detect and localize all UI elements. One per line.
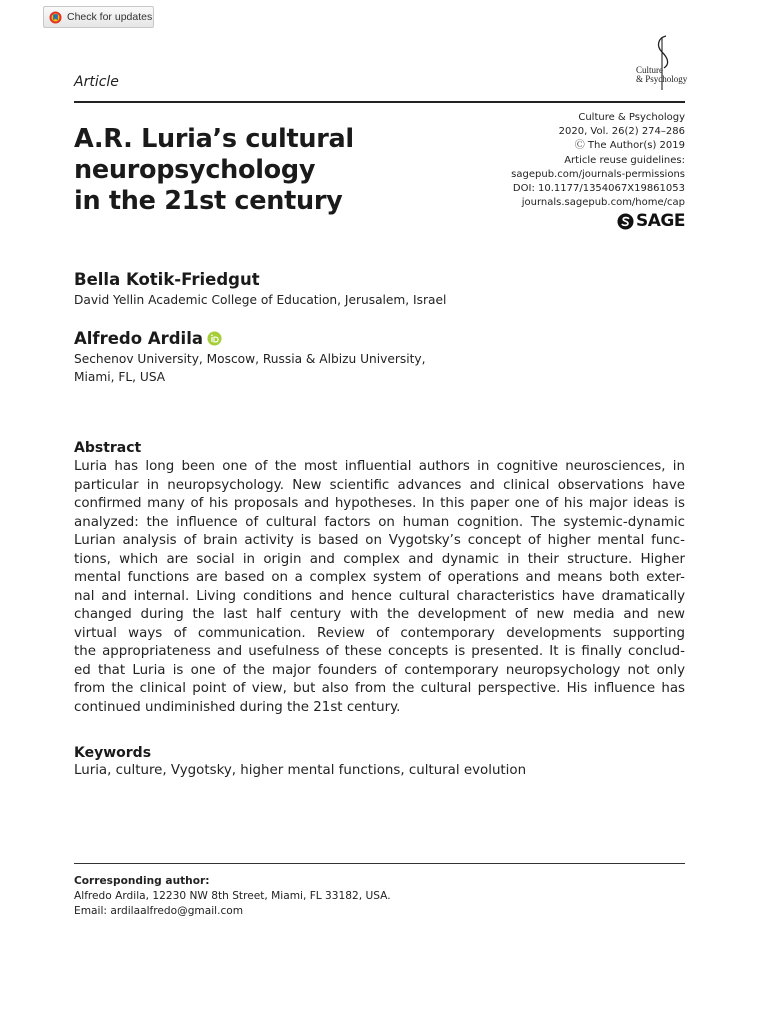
abstract-line: virtual ways of communication. Review of contemporary developments supporting (74, 625, 685, 641)
abstract-line: Luria has long been one of the most influential authors in cognitive neurosciences, in (74, 459, 685, 474)
journal-name: Culture & Psychology (578, 112, 685, 123)
keywords-list: Luria, culture, Vygotsky, higher mental functions, cultural evolution (74, 763, 527, 778)
check-for-updates-button[interactable] (43, 6, 154, 28)
header-rule (74, 101, 685, 103)
author-name-text: Bella Kotik-Friedgut (74, 270, 260, 289)
copyright-info: Ⓒ The Author(s) 2019 (574, 140, 685, 152)
abstract-line: Lurian analysis of brain activity is based on Vygotsky’s concept of higher mental func- (74, 533, 685, 548)
keywords-heading: Keywords (74, 745, 152, 761)
abstract-line: changed during the last half century with the development of new media and new (74, 607, 685, 622)
footer-rule (74, 863, 685, 864)
title-line: A.R. Luria’s cultural (74, 124, 354, 154)
author-name (74, 270, 260, 289)
journal-logo-line2: & Psychology (636, 74, 688, 84)
journal-home-link[interactable]: journals.sagepub.com/home/cap (521, 197, 685, 209)
author-name (74, 329, 222, 348)
abstract-line: from the clinical point of view, but also from the cultural perspective. His influence has (74, 681, 685, 696)
abstract-line: the appropriateness and usefulness of these concepts is presented. It is finally conclud- (74, 644, 685, 659)
corresponding-author-address: Alfredo Ardila, 12230 NW 8th Street, Miami, FL 33182, USA. (74, 890, 391, 902)
reuse-link[interactable]: sagepub.com/journals-permissions (511, 168, 685, 180)
affiliation-line: Miami, FL, USA (74, 369, 166, 384)
publisher-logo (617, 211, 685, 231)
journal-logo-line1: Culture (636, 65, 663, 75)
publisher-logo-text: SAGE (636, 211, 685, 231)
check-for-updates-label: Check for updates (67, 11, 153, 23)
doi-link[interactable]: DOI: 10.1177/1354067X19861053 (512, 183, 685, 195)
volume-info: 2020, Vol. 26(2) 274–286 (558, 126, 685, 138)
article-type-label: Article (74, 74, 119, 90)
author-name-text: Alfredo Ardila (74, 329, 203, 348)
corresponding-author-block (74, 874, 391, 919)
abstract-line: confirmed many of his proposals and hypotheses. In this paper one of his major ideas is (74, 496, 685, 511)
abstract-line: particular in neuropsychology. New scientific advances and clinical observations have (74, 477, 685, 493)
article-title (74, 124, 404, 217)
reuse-label: Article reuse guidelines: (564, 154, 685, 166)
sage-s-icon (617, 213, 634, 230)
abstract-line: continued undiminished during the 21st century. (74, 699, 401, 715)
title-line: in the 21st century (74, 186, 343, 216)
abstract-heading: Abstract (74, 440, 142, 456)
abstract-line: tions, which are social in origin and complex and dynamic in their structure. Higher (74, 551, 685, 567)
publication-info (511, 111, 685, 210)
corresponding-author-heading: Corresponding author: (74, 875, 210, 887)
affiliation-line: Sechenov University, Moscow, Russia & Albizu University, (74, 352, 426, 366)
author-affiliation (74, 292, 494, 310)
abstract-line: mental functions are based on a complex system of operations and means both exter- (74, 570, 685, 585)
orcid-icon[interactable] (207, 331, 222, 346)
abstract-line: ed that Luria is one of the major founders of contemporary neuropsychology not only (74, 662, 685, 678)
affiliation-line: David Yellin Academic College of Education, Jerusalem, Israel (74, 293, 447, 307)
abstract-line: analyzed: the influence of cultural factors on human cognition. The systemic-dynamic (74, 514, 685, 530)
author-affiliation (74, 351, 494, 386)
abstract-body (74, 458, 685, 717)
crossmark-icon (49, 11, 62, 24)
corresponding-author-email[interactable]: Email: ardilaalfredo@gmail.com (74, 905, 244, 917)
abstract-line: nal and internal. Living conditions and hence cultural characteristics have dramatically (74, 588, 685, 604)
title-line: neuropsychology (74, 155, 316, 185)
journal-logo (632, 34, 688, 92)
